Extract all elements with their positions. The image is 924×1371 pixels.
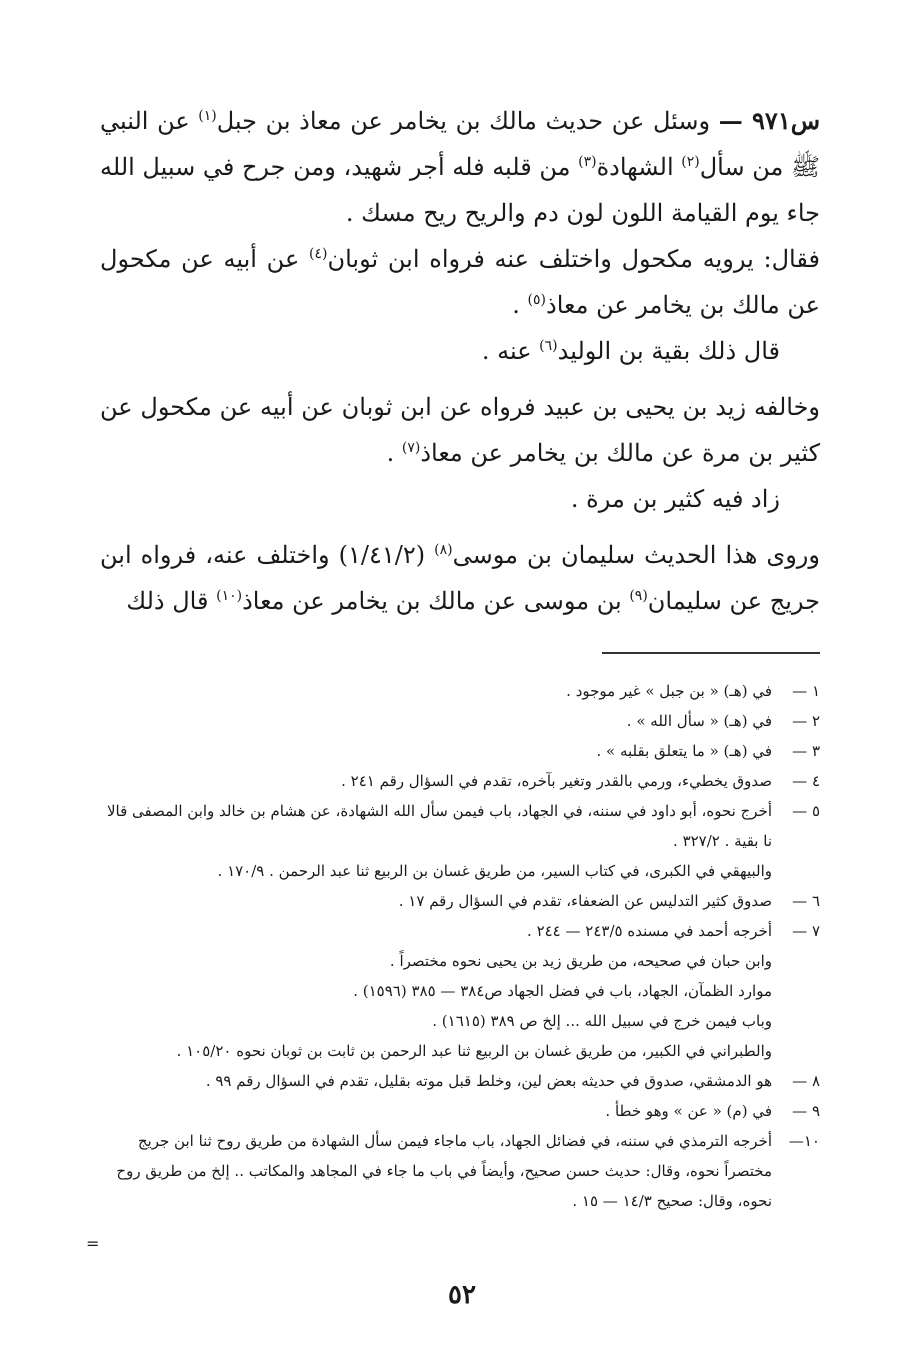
footnote-number: ٨ —	[792, 1072, 820, 1090]
page-number: ٥٢	[448, 1280, 476, 1310]
text-segment: .	[386, 439, 395, 467]
footnote-text: وابن حبان في صحيحه، من طريق زيد بن يحيى نحوه مختصراً .	[389, 952, 772, 970]
footnote-ref: (٦)	[539, 338, 558, 354]
text-segment: وروى هذا الحديث سليمان بن موسى	[452, 541, 820, 569]
footnote-continuation	[100, 1036, 820, 1066]
footnote	[100, 676, 820, 706]
text-segment: وسئل عن حديث مالك بن يخامر عن معاذ بن جبل	[216, 107, 711, 135]
footnote-number: ٢ —	[792, 712, 820, 730]
footnote-ref: (١٠)	[216, 588, 243, 604]
footnote-text: في (هـ) « بن جبل » غير موجود .	[566, 682, 772, 700]
footnote	[100, 916, 820, 946]
footnotes	[100, 676, 820, 1216]
footnote-ref: (٥)	[527, 292, 546, 308]
footnote-ref: (٧)	[401, 440, 421, 456]
footnote-number: ١ —	[792, 682, 820, 700]
footnote-text: وباب فيمن خرج في سبيل الله ... إلخ ص ٣٨٩ (١٦١٥) .	[432, 1012, 772, 1030]
footnote-number: ٧ —	[792, 922, 820, 940]
footnote-number: ٩ —	[792, 1102, 820, 1120]
text-segment: قال ذلك بقية بن الوليد	[557, 337, 780, 365]
text-segment: قال ذلك	[126, 587, 209, 615]
narrator-paragraph	[100, 328, 820, 374]
footnote-text: في (هـ) « ما يتعلق بقلبه » .	[596, 742, 772, 760]
footnote-text: صدوق يخطيء، ورمي بالقدر وتغير بآخره، تقدم في السؤال رقم ٢٤١ .	[341, 772, 772, 790]
narration-paragraph	[100, 532, 820, 624]
footnote-text: والطبراني في الكبير، من طريق غسان بن الربيع ثنا عبد الرحمن بن ثابت بن ثوبان نحوه ١٠٥/٢٠ .	[176, 1042, 772, 1060]
text-segment: عنه .	[481, 337, 532, 365]
footnote-text: في (هـ) « سأل الله » .	[626, 712, 772, 730]
text-segment: عن أبيه عن مكحول عن مالك بن يخامر عن معاذ	[100, 245, 820, 319]
text-segment: فقال: يرويه مكحول واختلف عنه فرواه ابن ثوبان	[327, 245, 820, 273]
footnote	[100, 1066, 820, 1096]
footnote-number: ٤ —	[792, 772, 820, 790]
answer-paragraph	[100, 236, 820, 328]
text-segment: عن النبي ﷺ من سأل	[100, 107, 820, 181]
footnote-number: ١٠—	[788, 1132, 820, 1150]
main-text	[100, 98, 820, 624]
footnote	[100, 706, 820, 736]
footnote-continuation	[100, 976, 820, 1006]
footnote	[100, 796, 820, 856]
footnote-text: والبيهقي في الكبرى، في كتاب السير، من طريق غسان بن الربيع ثنا عبد الرحمن . ١٧٠/٩ .	[217, 862, 772, 880]
footnote	[100, 1126, 820, 1216]
text-segment: بن موسى عن مالك بن يخامر عن معاذ	[242, 587, 622, 615]
footnote-ref: (٣)	[578, 154, 597, 170]
footnote-text: أخرجه الترمذي في سننه، في فضائل الجهاد، باب ماجاء فيمن سأل الشهادة من طريق روح ثنا ابن جريج مختصراً نحوه، وقال: حديث حسن صحيح، وأيضاً في باب ما جاء في المجاهد والمكاتب .. إلخ من طريق روح نحوه، وقال: صحيح ١٤/٣ — ١٥ .	[116, 1132, 772, 1210]
footnote	[100, 766, 820, 796]
footnote-number: ٥ —	[792, 802, 820, 820]
footnote-text: في (م) « عن » وهو خطأ .	[605, 1102, 772, 1120]
text-segment: وخالفه زيد بن يحيى بن عبيد فرواه عن ابن ثوبان عن أبيه عن مكحول عن كثير بن مرة عن مالك بن يخامر عن معاذ	[100, 393, 820, 467]
footnote-text: هو الدمشقي، صدوق في حديثه بعض لين، وخلط قبل موته بقليل، تقدم في السؤال رقم ٩٩ .	[205, 1072, 772, 1090]
footnote-continuation	[100, 856, 820, 886]
footnote-text: موارد الظمآن، الجهاد، باب في فضل الجهاد ص٣٨٤ — ٣٨٥ (١٥٩٦) .	[353, 982, 772, 1000]
question-label: س٩٧١ —	[718, 106, 820, 135]
footnote-ref: (٤)	[309, 246, 328, 262]
footnote-ref: (٩)	[629, 588, 648, 604]
footnote-continuation	[100, 1006, 820, 1036]
footnote-ref: (٨)	[434, 542, 453, 558]
footnote-text: أخرجه أحمد في مسنده ٢٤٣/٥ — ٢٤٤ .	[527, 922, 772, 940]
text-segment: (١/٤١/٢) واختلف عنه، فرواه ابن جريج عن سليمان	[100, 541, 820, 615]
text-segment: الشهادة	[596, 153, 674, 181]
footnote-number: ٦ —	[792, 892, 820, 910]
footnote	[100, 1096, 820, 1126]
footnote-text: صدوق كثير التدليس عن الضعفاء، تقدم في السؤال رقم ١٧ .	[398, 892, 772, 910]
footnote-ref: (٢)	[681, 154, 700, 170]
footnote	[100, 736, 820, 766]
footnote-text: أخرج نحوه، أبو داود في سننه، في الجهاد، باب فيمن سأل الله الشهادة، عن هشام بن خالد وابن المصفى قالا نا بقية . ٣٢٧/٢ .	[106, 802, 772, 850]
continuation-mark: =	[86, 1234, 100, 1253]
text-segment: من قلبه فله أجر شهيد، ومن جرح في سبيل الله جاء يوم القيامة اللون لون دم والريح ريح مسك .	[100, 153, 820, 227]
footnote	[100, 886, 820, 916]
footnote-continuation	[100, 946, 820, 976]
footnote-number: ٣ —	[792, 742, 820, 760]
footnote-divider	[602, 652, 820, 654]
text-segment: زاد فيه كثير بن مرة .	[570, 485, 780, 513]
footnote-ref: (١)	[198, 108, 217, 124]
dissent-paragraph	[100, 384, 820, 476]
text-segment: .	[512, 291, 520, 319]
addition-paragraph	[100, 476, 820, 522]
question-paragraph	[100, 98, 820, 236]
